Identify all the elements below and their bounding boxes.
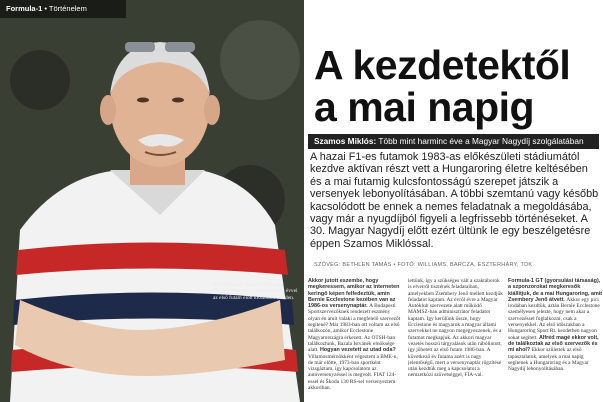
column-question: Akkor jutott eszembe, hogy megkeressem, amikor az interneten keringő képen felfedeztük, amin Bernie Ecclestone kezében van az 1986-os versenynaptár. xyxy=(308,278,400,310)
article-title xyxy=(314,44,599,128)
credit-line: SZÖVEG: BETHLEN TAMÁS • FOTÓ: WILLIAMS, BARCZA, ESZTERHÁRY, TDK xyxy=(314,262,533,268)
column-text: lettünk, így a szükséges vált a szaktáborok is elveiről tisztének feladataiban, amelyekben Zsembery Jenő mellett kezdjük feladatot kaptam. Az évről évre a Magyar Autóklub szervezete alatt működő MAMSZ-ban adminisztrátor feladatot kaptam. Igy kerülünk össze, hogy Ecclestone és magyarok a magyar állami szervekkel ne nagyon megegyezzenek, és a futamot megkapjuk. Az akkori magyar vezetés hosszú tárgyalások után rábólintott, így jöhetett az első futam 1986-ban. xyxy=(408,278,503,354)
title-line-1: A kezdetektől xyxy=(314,42,571,88)
body-column-1 xyxy=(308,278,403,402)
column-question: Formula-1 GT (gyorsulási társaság), a szponzorokat megkeresők kiállítjuk, de a mai Hungaroring, amit Zsembery Jenő átvett. xyxy=(508,278,603,303)
body-column-2 xyxy=(408,278,503,402)
subtitle-name: Szamos Miklós: xyxy=(314,136,377,146)
section-category: Történelem xyxy=(48,4,87,13)
column-question-2: Hogyan vezetett az utad oda? xyxy=(319,347,396,354)
section-name: Formula-1 xyxy=(6,4,45,13)
subtitle-bar xyxy=(308,134,599,149)
column-text: Akkor egy pici irodában kezdtük, aztán Bernie Ecclestone személyesen jelezte, hogy nem akar a szervezéssel foglalkozni, csak a versenyekkel. Az első időszakban a Hungaroring Sport Rt. kezdetben nagyon sokat segített. xyxy=(508,296,600,341)
column-text: A Budapesti Sportszervezőknek rendezett eszmény olyan én amit valaki a megfelelő szervezőt segítené? Már 1983-ban ott voltam az első találkozón, amikor Ecclestone Magyarországra érkezett. Az OTSH-ban találkoztunk, Bazala Istvánék elnöksége alatt. xyxy=(308,303,401,354)
column-text-2: Villamosmérnökként végeztem a BME-n, de már előtte, 1973-ban sportként vizsgáztam, így kapcsolatom az autóversenyzéssel is megvolt. FIAT 124-essel és Škoda 130 RS-sel versenyeztem akkoriban. xyxy=(308,353,398,392)
body-columns xyxy=(300,278,603,402)
body-column-3 xyxy=(508,278,603,402)
left-text: 1983-ban egy évvel az első futam előtt kezdődött minden. xyxy=(213,288,298,301)
column-text-2: A következő év futama azért is nagy jelentőségű, mert a versenynaptár rögzítése után kezdtük meg a kapcsolatot a nemzetközi szövetséggel, FIA-val. xyxy=(408,347,502,379)
left-text-column xyxy=(213,282,301,301)
column-text-2: Ekkor születtek az első tapasztalatok, amelyek a mai napig segítenek a Hungaroring és a Magyar Nagydíj lebonyolításában. xyxy=(508,347,589,373)
subtitle-text: Több mint harminc éve a Magyar Nagydíj szolgálatában xyxy=(378,136,584,146)
column-question-2: Alfréd magé ekkor volt, de találkoztak az első szervezők és mi ahol? xyxy=(508,334,599,354)
section-header xyxy=(0,0,126,18)
lead-paragraph: A hazai F1-es futamok 1983-as előkészületi stádiumától kezdve aktívan részt vett a Hungaroring életre keltésében és a mai futamig kulcsfontosságú szerepet játszik a versenyek lebonyolításában. A többi szemtanú vagy később kacsolódott be ennek a nemes feladatnak a megoldásába, vagy már a nyugdíjból figyeli a legfrissebb történéseket. A 30. Magyar Nagydíj előtt ezért ültünk le egy beszélgetésre éppen Szamos Miklóssal. xyxy=(310,151,599,250)
header-separator: • xyxy=(44,4,49,13)
left-question: Akkor jutott eszembe, hogy megkeressem... xyxy=(213,282,284,295)
title-line-2: a mai napig xyxy=(314,84,535,130)
